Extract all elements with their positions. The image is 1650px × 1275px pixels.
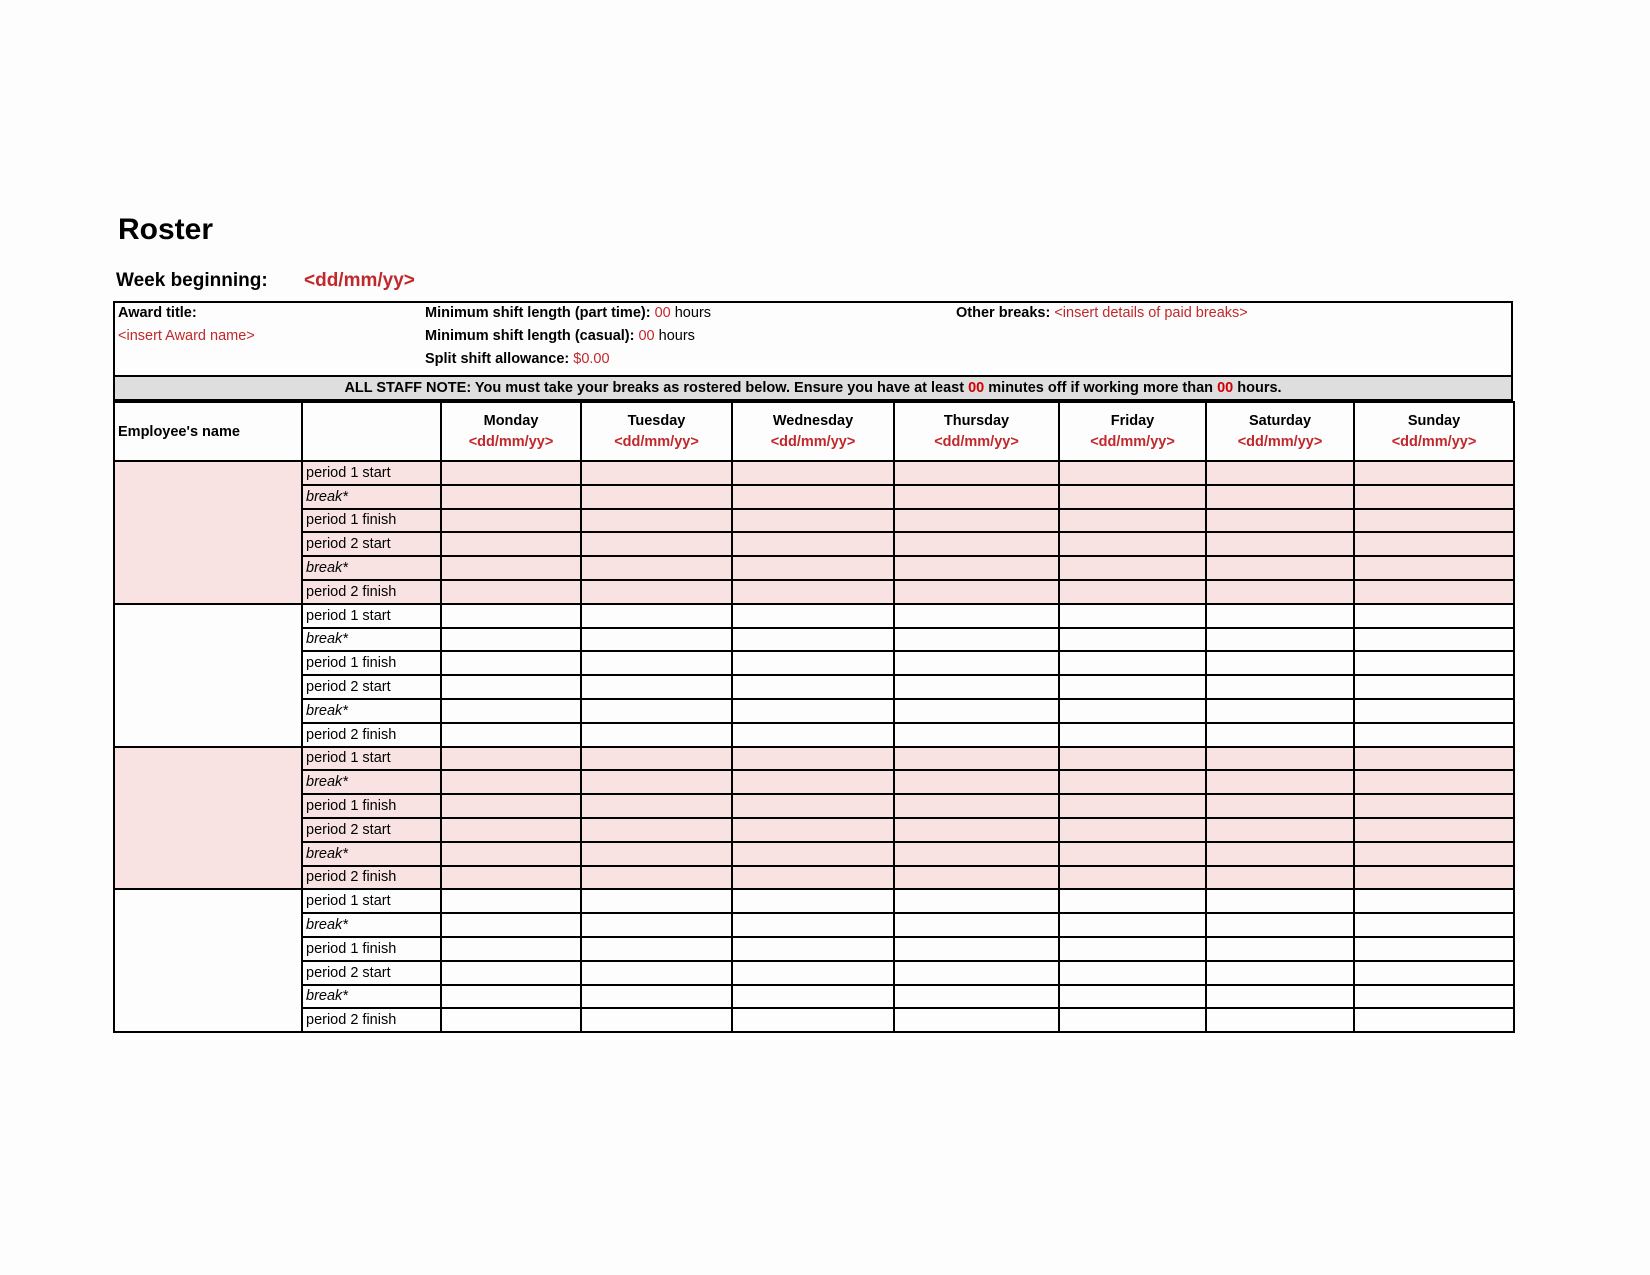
time-cell[interactable]: [732, 651, 894, 675]
time-cell[interactable]: [894, 604, 1059, 628]
period-label: period 1 start: [302, 461, 441, 485]
time-cell[interactable]: [1354, 937, 1514, 961]
split-shift-allowance: [425, 351, 610, 367]
time-cell[interactable]: [581, 937, 732, 961]
time-cell[interactable]: [581, 747, 732, 771]
time-cell[interactable]: [894, 485, 1059, 509]
staff-note-hours[interactable]: 00: [1217, 380, 1234, 396]
time-cell[interactable]: [441, 770, 581, 794]
min-shift-casual-value[interactable]: 00: [638, 328, 655, 344]
time-cell[interactable]: [1059, 580, 1206, 604]
time-cell[interactable]: [581, 961, 732, 985]
time-cell[interactable]: [1059, 913, 1206, 937]
day-name: Friday: [1110, 412, 1155, 429]
min-shift-part-time-unit: hours: [670, 305, 712, 321]
time-cell[interactable]: [441, 675, 581, 699]
day-date-field[interactable]: <dd/mm/yy>: [1090, 433, 1175, 450]
time-cell[interactable]: [1354, 604, 1514, 628]
time-cell[interactable]: [581, 509, 732, 533]
split-shift-label: Split shift allowance:: [425, 351, 570, 367]
min-shift-part-time: [425, 305, 711, 321]
employee-name-cell[interactable]: [114, 889, 302, 1032]
time-cell[interactable]: [581, 461, 732, 485]
time-cell[interactable]: [1206, 842, 1354, 866]
time-cell[interactable]: [1354, 461, 1514, 485]
time-cell[interactable]: [1059, 723, 1206, 747]
time-cell[interactable]: [1354, 770, 1514, 794]
staff-note-minutes[interactable]: 00: [968, 380, 985, 396]
time-cell[interactable]: [581, 651, 732, 675]
time-cell[interactable]: [894, 747, 1059, 771]
time-cell[interactable]: [1354, 961, 1514, 985]
time-cell[interactable]: [581, 842, 732, 866]
table-row: [114, 937, 1514, 961]
time-cell[interactable]: [441, 556, 581, 580]
time-cell[interactable]: [441, 794, 581, 818]
day-date-field[interactable]: <dd/mm/yy>: [934, 433, 1019, 450]
time-cell[interactable]: [732, 485, 894, 509]
min-shift-casual-label: Minimum shift length (casual):: [425, 328, 635, 344]
time-cell[interactable]: [732, 532, 894, 556]
time-cell[interactable]: [581, 628, 732, 652]
time-cell[interactable]: [1059, 675, 1206, 699]
time-cell[interactable]: [732, 747, 894, 771]
time-cell[interactable]: [581, 532, 732, 556]
table-row: [114, 485, 1514, 509]
time-cell[interactable]: [1059, 485, 1206, 509]
time-cell[interactable]: [1354, 628, 1514, 652]
min-shift-casual-unit: hours: [654, 328, 695, 344]
other-breaks: [956, 305, 1248, 321]
time-cell[interactable]: [1059, 889, 1206, 913]
time-cell[interactable]: [732, 580, 894, 604]
time-cell[interactable]: [581, 675, 732, 699]
time-cell[interactable]: [732, 1008, 894, 1032]
time-cell[interactable]: [732, 818, 894, 842]
time-cell[interactable]: [732, 628, 894, 652]
time-cell[interactable]: [1059, 818, 1206, 842]
time-cell[interactable]: [1354, 913, 1514, 937]
period-label: period 1 finish: [302, 509, 441, 533]
time-cell[interactable]: [894, 770, 1059, 794]
time-cell[interactable]: [1206, 580, 1354, 604]
day-date-field[interactable]: <dd/mm/yy>: [1237, 433, 1323, 450]
time-cell[interactable]: [732, 961, 894, 985]
roster-body: [114, 461, 1514, 1032]
time-cell[interactable]: [581, 699, 732, 723]
period-label: period 1 start: [302, 604, 441, 628]
time-cell[interactable]: [732, 509, 894, 533]
time-cell[interactable]: [1354, 818, 1514, 842]
period-header: [302, 402, 441, 461]
day-header-thursday: [894, 402, 1059, 461]
table-row: [114, 509, 1514, 533]
day-name: Sunday: [1407, 412, 1461, 429]
time-cell[interactable]: [441, 913, 581, 937]
time-cell[interactable]: [581, 556, 732, 580]
day-name: Wednesday: [772, 412, 854, 429]
period-label: period 2 finish: [302, 580, 441, 604]
time-cell[interactable]: [894, 651, 1059, 675]
time-cell[interactable]: [581, 985, 732, 1009]
time-cell[interactable]: [441, 604, 581, 628]
award-name-field[interactable]: <insert Award name>: [118, 328, 255, 344]
table-row: [114, 770, 1514, 794]
time-cell[interactable]: [894, 675, 1059, 699]
time-cell[interactable]: [1059, 532, 1206, 556]
time-cell[interactable]: [1206, 913, 1354, 937]
time-cell[interactable]: [581, 1008, 732, 1032]
time-cell[interactable]: [441, 985, 581, 1009]
time-cell[interactable]: [894, 723, 1059, 747]
period-label: period 2 finish: [302, 1008, 441, 1032]
period-label: break*: [302, 985, 441, 1009]
time-cell[interactable]: [441, 461, 581, 485]
employee-name-cell[interactable]: [114, 747, 302, 890]
award-info-box: [113, 301, 1513, 377]
time-cell[interactable]: [1059, 794, 1206, 818]
time-cell[interactable]: [1354, 509, 1514, 533]
staff-note-text-1: ALL STAFF NOTE: You must take your breaks as rostered below. Ensure you have at least: [344, 380, 969, 396]
time-cell[interactable]: [1059, 461, 1206, 485]
time-cell[interactable]: [732, 699, 894, 723]
min-shift-part-time-value[interactable]: 00: [654, 305, 671, 321]
period-label: break*: [302, 485, 441, 509]
table-row: [114, 794, 1514, 818]
day-name: Saturday: [1248, 412, 1312, 429]
time-cell[interactable]: [1206, 604, 1354, 628]
time-cell[interactable]: [441, 723, 581, 747]
time-cell[interactable]: [1059, 509, 1206, 533]
time-cell[interactable]: [1206, 723, 1354, 747]
period-label: period 1 start: [302, 889, 441, 913]
time-cell[interactable]: [1206, 985, 1354, 1009]
time-cell[interactable]: [732, 461, 894, 485]
time-cell[interactable]: [732, 937, 894, 961]
time-cell[interactable]: [1206, 794, 1354, 818]
table-row: [114, 961, 1514, 985]
time-cell[interactable]: [894, 532, 1059, 556]
time-cell[interactable]: [732, 889, 894, 913]
time-cell[interactable]: [1206, 628, 1354, 652]
time-cell[interactable]: [1206, 937, 1354, 961]
period-label: break*: [302, 770, 441, 794]
time-cell[interactable]: [1206, 818, 1354, 842]
table-row: [114, 604, 1514, 628]
time-cell[interactable]: [581, 889, 732, 913]
week-beginning-date-field[interactable]: <dd/mm/yy>: [304, 270, 415, 291]
employee-name-cell[interactable]: [114, 604, 302, 747]
time-cell[interactable]: [441, 509, 581, 533]
time-cell[interactable]: [1059, 985, 1206, 1009]
time-cell[interactable]: [1354, 485, 1514, 509]
period-label: period 2 start: [302, 532, 441, 556]
time-cell[interactable]: [441, 842, 581, 866]
other-breaks-field[interactable]: <insert details of paid breaks>: [1054, 305, 1248, 321]
min-shift-casual: [425, 328, 695, 344]
period-label: break*: [302, 699, 441, 723]
time-cell[interactable]: [1059, 604, 1206, 628]
time-cell[interactable]: [894, 699, 1059, 723]
period-label: break*: [302, 913, 441, 937]
header-row: [114, 402, 1514, 461]
time-cell[interactable]: [894, 842, 1059, 866]
time-cell[interactable]: [732, 604, 894, 628]
day-header-monday: [441, 402, 581, 461]
day-header-saturday: [1206, 402, 1354, 461]
time-cell[interactable]: [1059, 842, 1206, 866]
time-cell[interactable]: [894, 1008, 1059, 1032]
period-label: period 2 finish: [302, 723, 441, 747]
time-cell[interactable]: [441, 532, 581, 556]
time-cell[interactable]: [1059, 699, 1206, 723]
time-cell[interactable]: [732, 675, 894, 699]
table-row: [114, 913, 1514, 937]
time-cell[interactable]: [1206, 699, 1354, 723]
time-cell[interactable]: [441, 866, 581, 890]
time-cell[interactable]: [894, 556, 1059, 580]
period-label: period 2 start: [302, 961, 441, 985]
time-cell[interactable]: [1206, 961, 1354, 985]
period-label: period 1 finish: [302, 651, 441, 675]
table-row: [114, 723, 1514, 747]
time-cell[interactable]: [441, 628, 581, 652]
period-label: break*: [302, 842, 441, 866]
day-date-field[interactable]: <dd/mm/yy>: [1391, 433, 1477, 450]
day-date-field[interactable]: <dd/mm/yy>: [770, 433, 856, 450]
day-name: Monday: [483, 412, 539, 429]
time-cell[interactable]: [581, 818, 732, 842]
time-cell[interactable]: [732, 985, 894, 1009]
time-cell[interactable]: [1206, 1008, 1354, 1032]
time-cell[interactable]: [441, 699, 581, 723]
min-shift-part-time-label: Minimum shift length (part time):: [425, 305, 651, 321]
time-cell[interactable]: [894, 794, 1059, 818]
period-label: break*: [302, 628, 441, 652]
time-cell[interactable]: [894, 937, 1059, 961]
time-cell[interactable]: [894, 961, 1059, 985]
day-name: Thursday: [943, 412, 1010, 429]
period-label: period 1 start: [302, 747, 441, 771]
time-cell[interactable]: [441, 937, 581, 961]
day-header-wednesday: [732, 402, 894, 461]
time-cell[interactable]: [732, 794, 894, 818]
time-cell[interactable]: [1354, 1008, 1514, 1032]
time-cell[interactable]: [1206, 675, 1354, 699]
time-cell[interactable]: [732, 770, 894, 794]
staff-note-text-3: hours.: [1233, 380, 1282, 396]
time-cell[interactable]: [1206, 461, 1354, 485]
time-cell[interactable]: [1059, 866, 1206, 890]
staff-note-text-2: minutes off if working more than: [984, 380, 1218, 396]
table-row: [114, 532, 1514, 556]
time-cell[interactable]: [1206, 866, 1354, 890]
time-cell[interactable]: [1354, 532, 1514, 556]
time-cell[interactable]: [894, 580, 1059, 604]
time-cell[interactable]: [1206, 651, 1354, 675]
table-row: [114, 818, 1514, 842]
time-cell[interactable]: [1354, 651, 1514, 675]
period-label: period 1 finish: [302, 794, 441, 818]
time-cell[interactable]: [581, 580, 732, 604]
time-cell[interactable]: [1354, 889, 1514, 913]
time-cell[interactable]: [1059, 770, 1206, 794]
time-cell[interactable]: [894, 461, 1059, 485]
time-cell[interactable]: [1059, 1008, 1206, 1032]
time-cell[interactable]: [894, 628, 1059, 652]
time-cell[interactable]: [1206, 532, 1354, 556]
table-row: [114, 842, 1514, 866]
day-header-tuesday: [581, 402, 732, 461]
table-row: [114, 699, 1514, 723]
time-cell[interactable]: [1206, 556, 1354, 580]
table-row: [114, 675, 1514, 699]
day-name: Tuesday: [627, 412, 686, 429]
table-row: [114, 889, 1514, 913]
time-cell[interactable]: [1206, 509, 1354, 533]
time-cell[interactable]: [1354, 794, 1514, 818]
time-cell[interactable]: [732, 842, 894, 866]
table-row: [114, 1008, 1514, 1032]
table-row: [114, 580, 1514, 604]
time-cell[interactable]: [1354, 723, 1514, 747]
time-cell[interactable]: [581, 770, 732, 794]
employee-name-header: Employee's name: [114, 402, 302, 461]
table-row: [114, 628, 1514, 652]
time-cell[interactable]: [1354, 556, 1514, 580]
employee-name-cell[interactable]: [114, 461, 302, 604]
day-header-sunday: [1354, 402, 1514, 461]
time-cell[interactable]: [1354, 866, 1514, 890]
period-label: period 2 start: [302, 675, 441, 699]
time-cell[interactable]: [1354, 985, 1514, 1009]
time-cell[interactable]: [441, 651, 581, 675]
time-cell[interactable]: [894, 913, 1059, 937]
time-cell[interactable]: [732, 556, 894, 580]
roster-table: [113, 401, 1515, 1033]
time-cell[interactable]: [441, 485, 581, 509]
time-cell[interactable]: [441, 889, 581, 913]
day-header-friday: [1059, 402, 1206, 461]
time-cell[interactable]: [581, 794, 732, 818]
time-cell[interactable]: [894, 985, 1059, 1009]
table-row: [114, 461, 1514, 485]
time-cell[interactable]: [1206, 747, 1354, 771]
time-cell[interactable]: [441, 818, 581, 842]
time-cell[interactable]: [894, 818, 1059, 842]
time-cell[interactable]: [732, 723, 894, 747]
time-cell[interactable]: [1354, 699, 1514, 723]
time-cell[interactable]: [441, 580, 581, 604]
day-date-field[interactable]: <dd/mm/yy>: [614, 433, 699, 450]
time-cell[interactable]: [1206, 485, 1354, 509]
time-cell[interactable]: [581, 913, 732, 937]
table-row: [114, 985, 1514, 1009]
table-row: [114, 556, 1514, 580]
time-cell[interactable]: [1059, 747, 1206, 771]
week-beginning-label: Week beginning:: [116, 270, 268, 291]
time-cell[interactable]: [1206, 770, 1354, 794]
split-shift-value[interactable]: $0.00: [573, 351, 610, 367]
time-cell[interactable]: [441, 1008, 581, 1032]
other-breaks-label: Other breaks:: [956, 305, 1051, 321]
table-row: [114, 747, 1514, 771]
time-cell[interactable]: [732, 913, 894, 937]
time-cell[interactable]: [1059, 937, 1206, 961]
time-cell[interactable]: [1354, 580, 1514, 604]
day-date-field[interactable]: <dd/mm/yy>: [468, 433, 554, 450]
period-label: break*: [302, 556, 441, 580]
time-cell[interactable]: [1354, 842, 1514, 866]
time-cell[interactable]: [581, 485, 732, 509]
time-cell[interactable]: [732, 866, 894, 890]
period-label: period 2 finish: [302, 866, 441, 890]
time-cell[interactable]: [441, 747, 581, 771]
award-title-label: Award title:: [118, 305, 197, 321]
page-title: Roster: [118, 213, 214, 246]
week-beginning-row: [116, 270, 415, 292]
time-cell[interactable]: [581, 866, 732, 890]
time-cell[interactable]: [1059, 651, 1206, 675]
period-label: period 1 finish: [302, 937, 441, 961]
time-cell[interactable]: [1206, 889, 1354, 913]
staff-note: [113, 377, 1513, 401]
time-cell[interactable]: [581, 604, 732, 628]
period-label: period 2 start: [302, 818, 441, 842]
time-cell[interactable]: [581, 723, 732, 747]
table-row: [114, 866, 1514, 890]
time-cell[interactable]: [1059, 961, 1206, 985]
table-row: [114, 651, 1514, 675]
time-cell[interactable]: [1059, 556, 1206, 580]
time-cell[interactable]: [1354, 675, 1514, 699]
time-cell[interactable]: [441, 961, 581, 985]
time-cell[interactable]: [894, 866, 1059, 890]
time-cell[interactable]: [1059, 628, 1206, 652]
time-cell[interactable]: [894, 889, 1059, 913]
time-cell[interactable]: [894, 509, 1059, 533]
time-cell[interactable]: [1354, 747, 1514, 771]
